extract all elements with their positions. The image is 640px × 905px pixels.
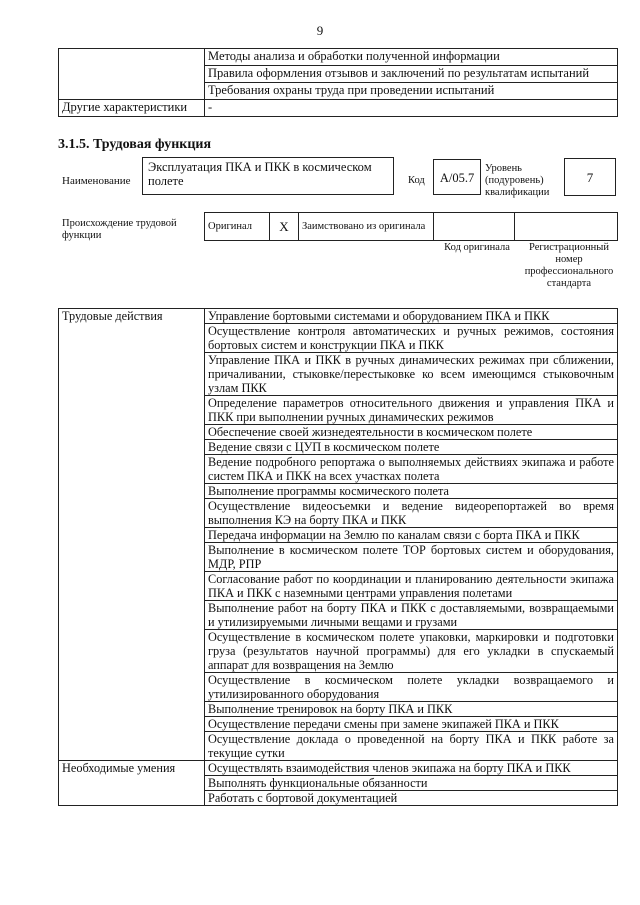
- original-mark: X: [270, 213, 299, 241]
- labor-action-item: Осуществление доклада о проведенной на борту ПКА и ПКК работе за текущие сутки: [205, 732, 618, 761]
- level-value: 7: [586, 170, 594, 185]
- name-label: Наименование: [62, 175, 131, 187]
- skill-item: Работать с бортовой документацией: [205, 791, 618, 806]
- name-value-box: [142, 157, 394, 195]
- code-original-cell: [434, 213, 515, 241]
- top-table: [58, 48, 618, 117]
- skill-item: Осуществлять взаимодействия членов экипажа на борту ПКА и ПКК: [205, 761, 618, 776]
- labor-action-item: Передача информации на Землю по каналам связи с борта ПКА и ПКК: [205, 528, 618, 543]
- original-label: Оригинал: [205, 213, 270, 241]
- labor-action-item: Управление бортовыми системами и оборудованием ПКА и ПКК: [205, 309, 618, 324]
- labor-actions-label: Трудовые действия: [59, 309, 205, 761]
- required-skills-label: Необходимые умения: [59, 761, 205, 806]
- labor-action-item: Выполнение тренировок на борту ПКА и ПКК: [205, 702, 618, 717]
- section-title: 3.1.5. Трудовая функция: [58, 137, 212, 152]
- name-value: Эксплуатация ПКА и ПКК в космическом полете: [148, 160, 372, 188]
- code-value-box: [433, 159, 481, 195]
- top-table-row: [59, 100, 618, 117]
- labor-action-item: Выполнение программы космического полета: [205, 484, 618, 499]
- code-value: А/05.7: [439, 171, 475, 185]
- reg-number-caption: Регистрационный номер профессионального стандарта: [524, 242, 614, 289]
- page-number: 9: [316, 23, 324, 38]
- origin-table: [204, 212, 618, 241]
- labor-action-item: Обеспечение своей жизнедеятельности в космическом полете: [205, 425, 618, 440]
- labor-action-item: Осуществление передачи смены при замене экипажей ПКА и ПКК: [205, 717, 618, 732]
- reg-number-cell: [515, 213, 618, 241]
- top-table-row: [59, 49, 618, 66]
- skill-item: Выполнять функциональные обязанности: [205, 776, 618, 791]
- origin-label: Происхождение трудовой функции: [62, 218, 177, 241]
- knowledge-item: Методы анализа и обработки полученной информации: [205, 49, 618, 66]
- code-original-caption: Код оригинала: [444, 242, 510, 253]
- labor-action-item: Определение параметров относительного движения и управления ПКА и ПКК при выполнении ручных динамических режимов: [205, 396, 618, 425]
- labor-action-item: Выполнение в космическом полете ТОР бортовых систем и оборудования, МДР, РПР: [205, 543, 618, 572]
- level-label: Уровень (подуровень) квалификации: [485, 163, 550, 198]
- top-table-left-cell: [59, 49, 205, 100]
- labor-action-item: Ведение связи с ЦУП в космическом полете: [205, 440, 618, 455]
- knowledge-item: Правила оформления отзывов и заключений по результатам испытаний: [205, 66, 618, 83]
- other-characteristics-value: -: [205, 100, 618, 117]
- level-value-box: [564, 158, 616, 196]
- labor-action-item: Осуществление видеосъемки и ведение видеорепортажей во время выполнения КЭ на борту ПКА и ПКК: [205, 499, 618, 528]
- labor-action-item: Осуществление в космическом полете упаковки, маркировки и подготовки груза (результатов научной программы) для его укладки в спускаемый аппарат для возвращения на Землю: [205, 630, 618, 673]
- labor-action-item: Осуществление в космическом полете укладки возвращаемого и утилизированного оборудования: [205, 673, 618, 702]
- labor-action-item: Ведение подробного репортажа о выполняемых действиях экипажа и работе систем ПКА и ПКК на всех участках полета: [205, 455, 618, 484]
- main-table: [58, 308, 618, 806]
- other-characteristics-label: Другие характеристики: [59, 100, 205, 117]
- borrowed-label: Заимствовано из оригинала: [299, 213, 434, 241]
- labor-action-item: Выполнение работ на борту ПКА и ПКК с доставляемыми, возвращаемыми и утилизируемыми личными вещами и грузами: [205, 601, 618, 630]
- knowledge-item: Требования охраны труда при проведении испытаний: [205, 83, 618, 100]
- labor-action-item: Осуществление контроля автоматических и ручных режимов, состояния бортовых систем и конструкции ПКА и ПКК: [205, 324, 618, 353]
- code-label: Код: [408, 175, 425, 186]
- labor-action-item: Согласование работ по координации и планированию деятельности экипажа ПКА и ПКК с наземными центрами управления полетами: [205, 572, 618, 601]
- main-table-row: [59, 761, 618, 776]
- main-table-row: [59, 309, 618, 324]
- labor-action-item: Управление ПКА и ПКК в ручных динамических режимах при сближении, причаливании, стыковке/перестыковке ко всем имеющимся стыковочным узлам ПКК: [205, 353, 618, 396]
